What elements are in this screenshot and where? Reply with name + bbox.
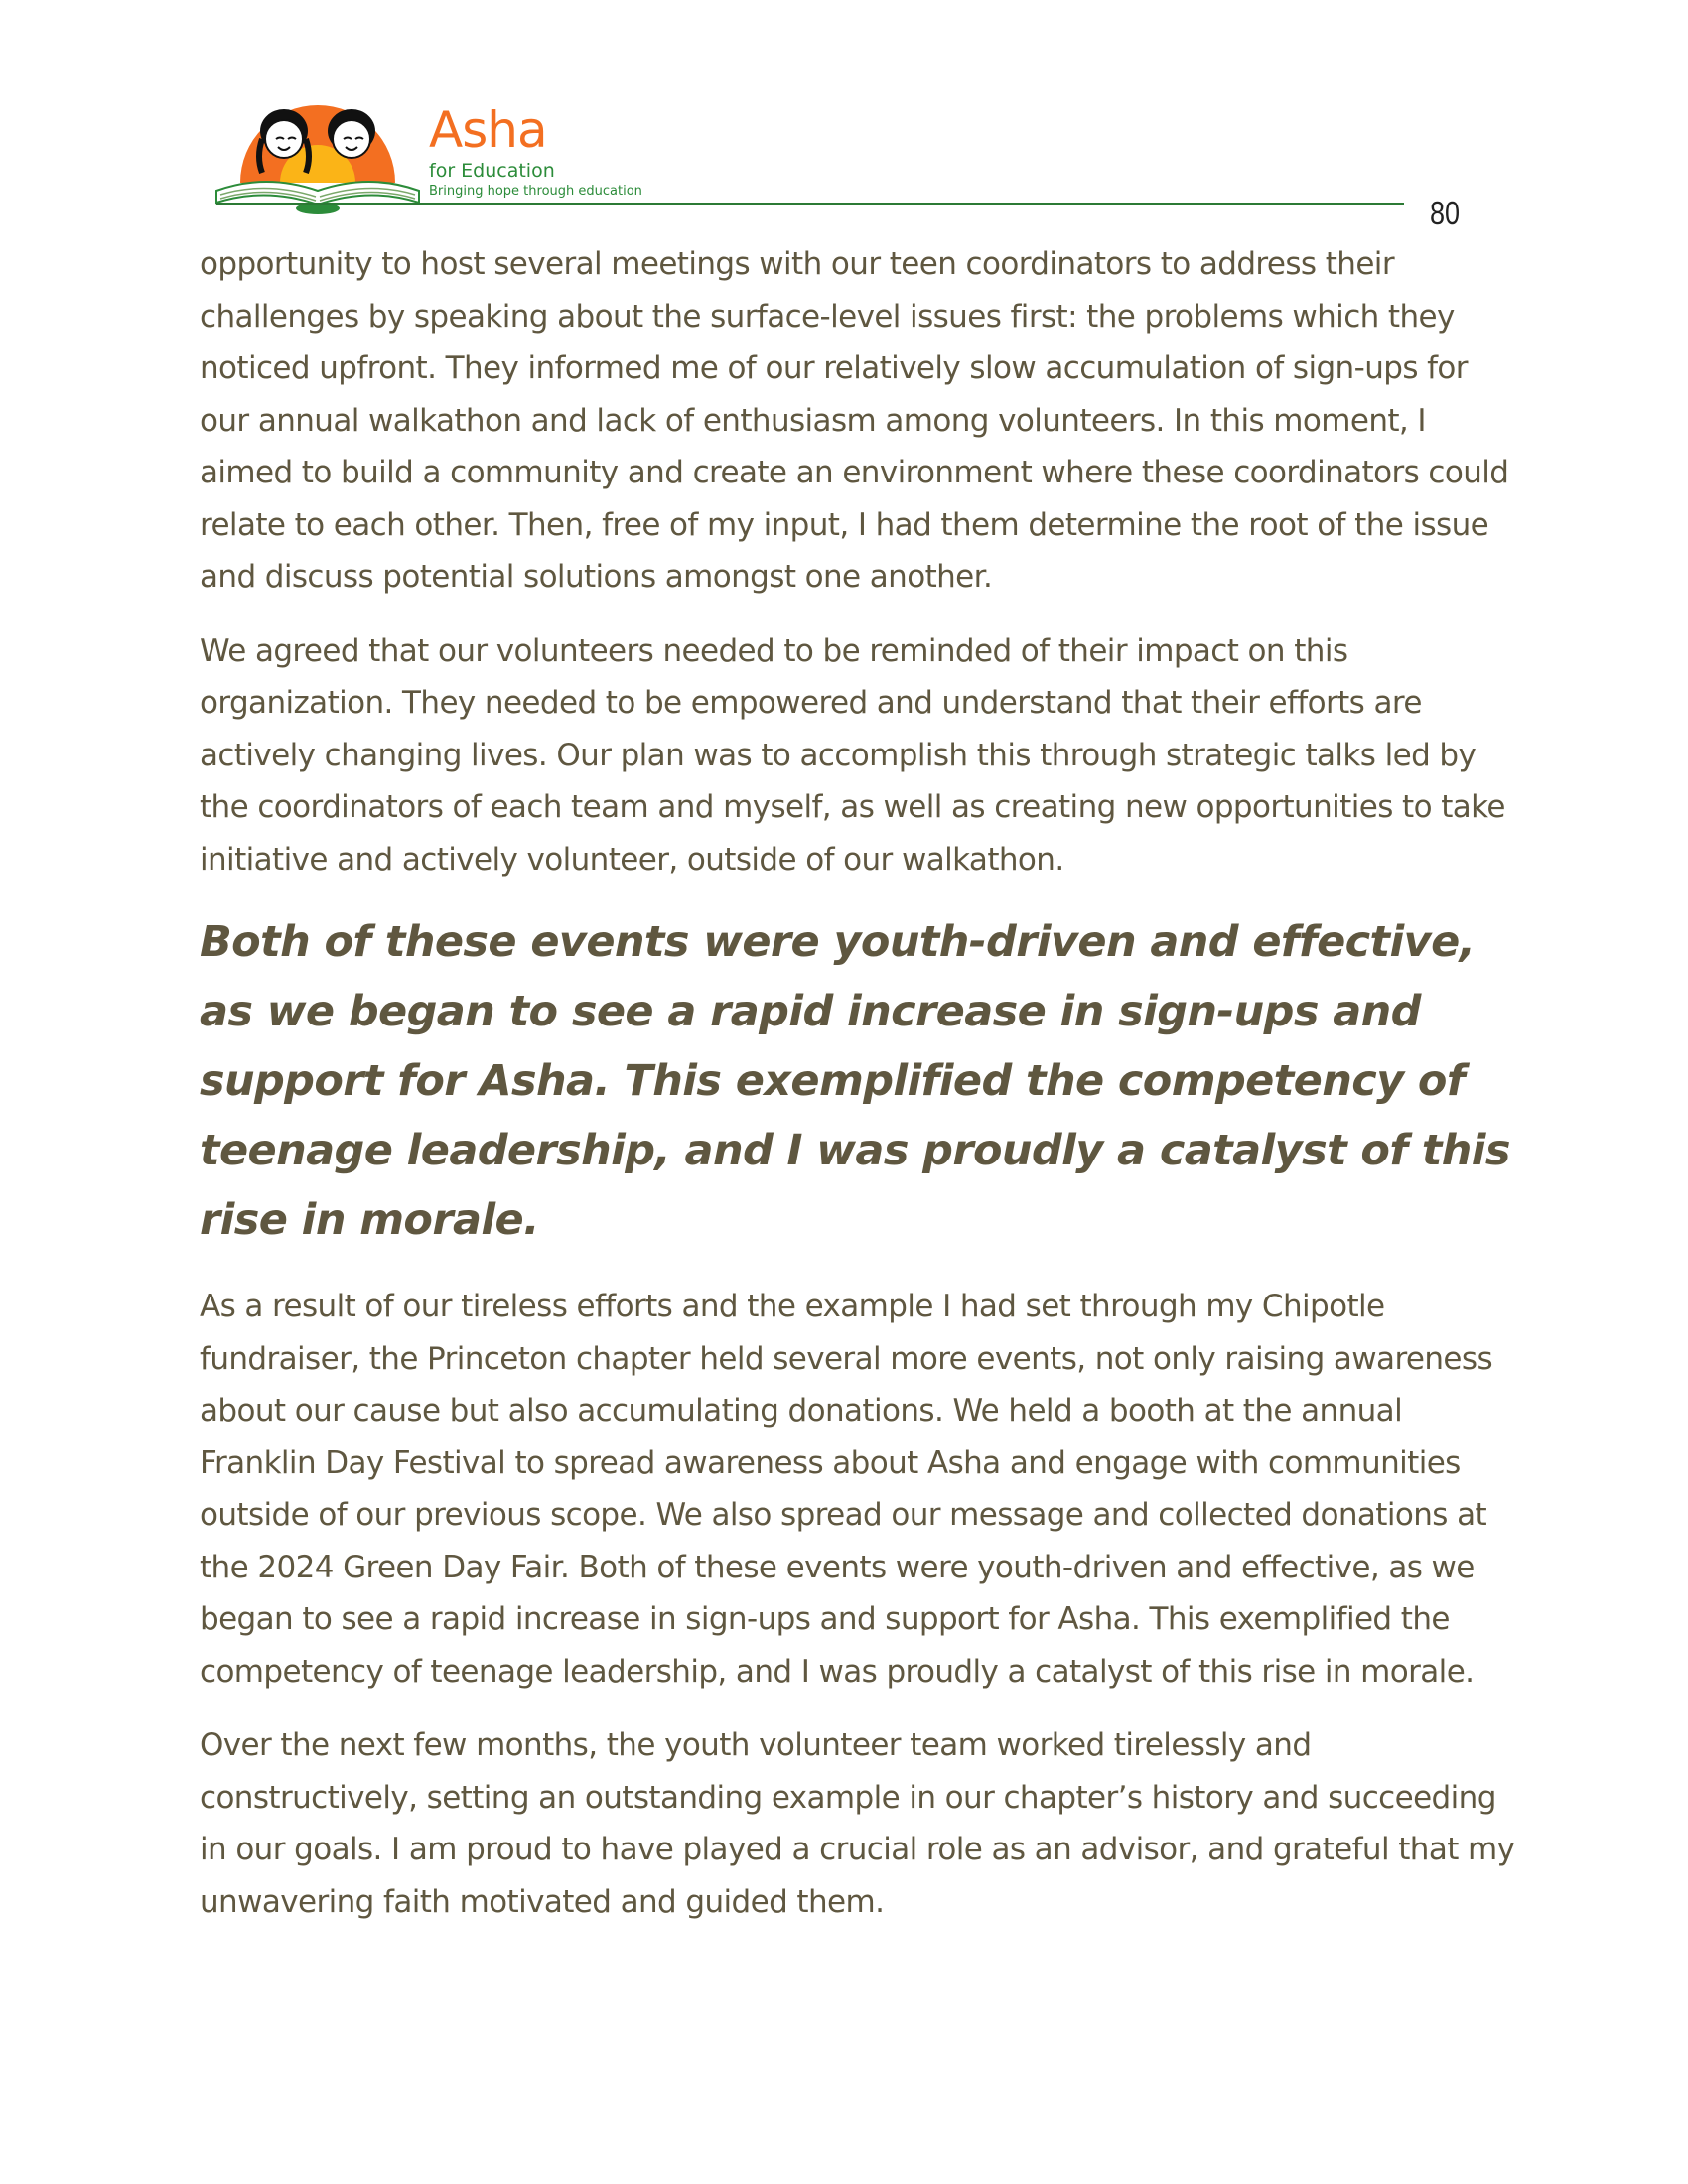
header-rule [216, 203, 1404, 205]
pull-quote: Both of these events were youth-driven and effective, as we began to see a rapid increase in sign-ups and support for Asha. This exemplified the competency of teenage leadership, and I was proudly a catalyst of this rise in morale. [200, 917, 1510, 1245]
brand-name: Asha [429, 101, 547, 159]
asha-children-book-logo-icon [211, 95, 425, 218]
page-header [0, 0, 1688, 238]
brand-subtitle: for Education [429, 160, 555, 182]
page-number: 80 [1430, 195, 1461, 231]
page-content [200, 238, 1520, 1950]
body-paragraph: As a result of our tireless efforts and the example I had set through my Chipotle fundraiser, the Princeton chapter held several more events, not only raising awareness about our cause but also accumulating donations. We held a booth at the annual Franklin Day Festival to spread awareness about Asha and engage with communities outside of our previous scope. We also spread our message and collected donations at the 2024 Green Day Fair. Both of these events were youth-driven and effective, as we began to see a rapid increase in sign-ups and support for Asha. This exemplified the competency of teenage leadership, and I was proudly a catalyst of this rise in morale. [200, 1289, 1493, 1690]
brand-tagline: Bringing hope through education [429, 184, 642, 199]
body-paragraph: We agreed that our volunteers needed to be reminded of their impact on this organization. They needed to be empowered and understand that their efforts are actively changing lives. Our plan was to accomplish this through strategic talks led by the coordinators of each team and myself, as well as creating new opportunities to take initiative and actively volunteer, outside of our walkathon. [200, 632, 1505, 878]
body-paragraph: Over the next few months, the youth volunteer team worked tirelessly and constructively, setting an outstanding example in our chapter’s history and succeeding in our goals. I am proud to have played a crucial role as an advisor, and grateful that my unwavering faith motivated and guided them. [200, 1727, 1515, 1920]
body-paragraph: opportunity to host several meetings with our teen coordinators to address their challenges by speaking about the surface-level issues first: the problems which they noticed upfront. They informed me of our relatively slow accumulation of sign-ups for our annual walkathon and lack of enthusiasm among volunteers. In this moment, I aimed to build a community and create an environment where these coordinators could relate to each other. Then, free of my input, I had them determine the root of the issue and discuss potential solutions amongst one another. [200, 246, 1509, 595]
